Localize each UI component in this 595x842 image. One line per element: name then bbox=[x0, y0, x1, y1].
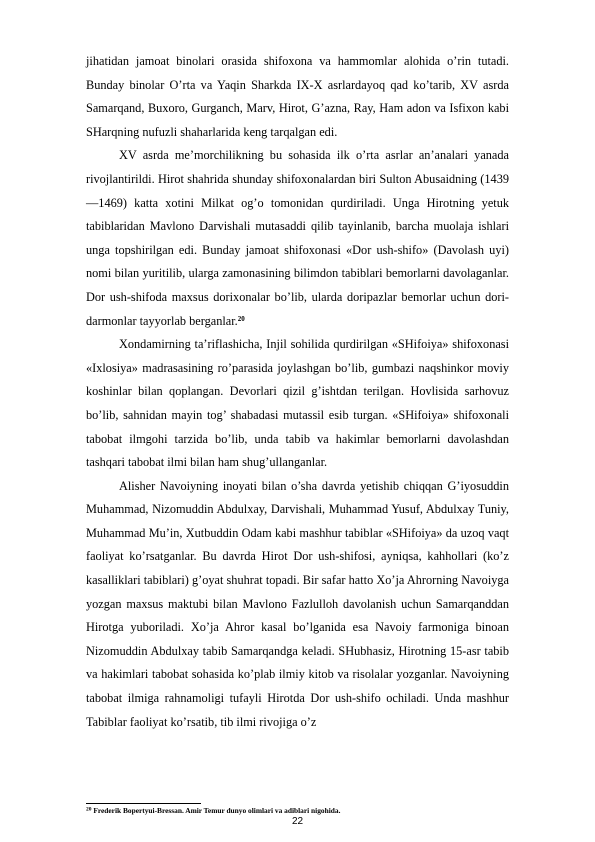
page-number: 22 bbox=[291, 816, 304, 827]
footnote-reference[interactable]: 20 bbox=[237, 314, 245, 323]
paragraph-2-text: XV asrda me’morchilikning bu sohasida ilk o’rta asrlar an’analari yanada rivojlantirildi. Hirot shahrida shunday shifoxonalardan biri Sulton Abusaidning (1439—1469) katta xotini Milkat og’o tomonidan qurdiriladi. Unga Hirotning yetuk tabiblaridan Mavlono Darvishali mutasaddi qilib tayinlanib, barcha muolaja ishlari unga topshirilgan edi. Bunday jamoat shifoxonasi «Dor ush-shifo» (Davolash uyi) nomi bilan yuritilib, ularga zamonasining bilimdon tabiblari bemorlarni davolaganlar. Dor ush-shifoda maxsus dorixonalar bo’lib, ularda doripazlar bemorlar uchun dori-darmonlar tayyorlab berganlar. bbox=[86, 148, 509, 328]
footnote-number: 20 bbox=[86, 806, 92, 813]
document-body bbox=[86, 50, 509, 734]
footnote-divider bbox=[86, 803, 201, 804]
paragraph-1 bbox=[86, 50, 509, 144]
footnote bbox=[86, 806, 340, 816]
paragraph-1-text: jihatidan jamoat binolari orasida shifoxona va hammomlar alohida o’rin tutadi. Bunday binolar O’rta va Yaqin Sharkda IX-X asrlardayoq qad ko’tarib, XV asrda Samarqand, Buxoro, Gurganch, Marv, Hirot, G’azna, Ray, Ham adon va Isfixon kabi SHarqning nufuzli shaharlarida keng tarqalgan edi. bbox=[86, 54, 509, 139]
paragraph-3-text: Xondamirning ta’riflashicha, Injil sohilida qurdirilgan «SHifoiya» shifoxonasi «Ixlosiya» madrasasining ro’parasida joylashgan bo’lib, gumbazi naqshinkor moviy koshinlar bilan qoplangan. Devorlari qizil g’ishtdan terilgan. Hovlisida sarhovuz bo’lib, sahnidan mayin tog’ shabadasi mutassil esib turgan. «SHifoiya» shifoxonali tabobat ilmgohi tarzida bo’lib, unda tabib va hakimlar bemorlarni davolashdan tashqari tabobat ilmi bilan ham shug’ullanganlar. bbox=[86, 337, 509, 470]
paragraph-4-text: Alisher Navoiyning inoyati bilan o’sha davrda yetishib chiqqan G’iyosuddin Muhammad, Nizomuddin Abdulxay, Darvishali, Muhammad Yusuf, Abdulxay Tuniy, Muhammad Mu’in, Xutbuddin Odam kabi mashhur tabiblar «SHifoiya» da uzoq vaqt faoliyat ko’rsatganlar. Bu davrda Hirot Dor ush-shifosi, ayniqsa, kahhollari (ko’z kasalliklari tabiblari) g’oyat shuhrat topadi. Bir safar hatto Xo’ja Ahrorning Navoiyga yozgan maxsus maktubi bilan Mavlono Fazlulloh davolanish uchun Samarqanddan Hirotga yuboriladi. Xo’ja Ahror kasal bo’lganida esa Navoiy farmoniga binoan Nizomuddin Abdulxay tabib Samarqandga keladi. SHubhasiz, Hirotning 15-asr tabib va hakimlari tabobat sohasida ko’plab ilmiy kitob va risolalar yozganlar. Navoiyning tabobat ilmiga rahnamoligi tufayli Hirotda Dor ush-shifo ochiladi. Unda mashhur Tabiblar faoliyat ko’rsatib, tib ilmi rivojiga o’z bbox=[86, 478, 509, 729]
paragraph-3 bbox=[86, 333, 509, 475]
footnote-text: Frederik Bopertyui-Bressan. Amir Temur dunyo olimlari va adiblari nigohida. bbox=[91, 806, 341, 815]
paragraph-4 bbox=[86, 475, 509, 735]
paragraph-2 bbox=[86, 144, 509, 333]
